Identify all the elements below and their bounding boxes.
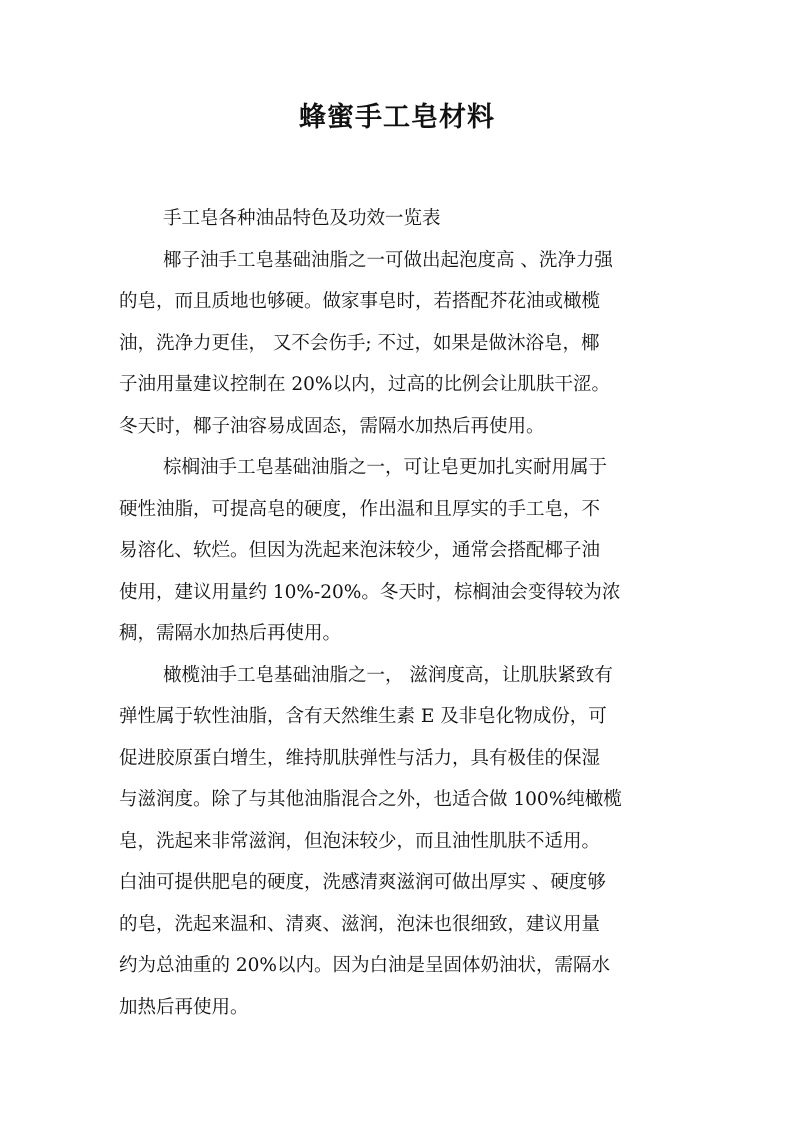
- text-line: 易溶化、软烂。但因为洗起来泡沫较少，通常会搭配椰子油: [119, 540, 601, 561]
- text-line: 皂，洗起来非常滋润，但泡沫较少，而且油性肌肤不适用。: [119, 830, 601, 852]
- text-line: 促进胶原蛋白增生，维持肌肤弹性与活力，具有极佳的保湿: [119, 747, 601, 769]
- text-line: 的皂，而且质地也够硬。做家事皂时，若搭配芥花油或橄榄: [119, 291, 601, 312]
- text-line: 弹性属于软性油脂，含有天然维生素 E 及非皂化物成份，可: [119, 706, 607, 727]
- text-line: 橄榄油手工皂基础油脂之一， 滋润度高，让肌肤紧致有: [163, 664, 613, 686]
- text-line: 白油可提供肥皂的硬度，洗感清爽滋润可做出厚实 、硬度够: [119, 872, 606, 893]
- page-title: 蜂蜜手工皂材料: [299, 102, 495, 133]
- text-line: 约为总油重的 20%以内。因为白油是呈固体奶油状，需隔水: [119, 955, 611, 976]
- document-body: [119, 198, 679, 1028]
- text-line: 的皂，洗起来温和、清爽、滋润，泡沫也很细致，建议用量: [119, 913, 601, 935]
- text-line: 手工皂各种油品特色及功效一览表: [163, 208, 441, 229]
- text-line: 油，洗净力更佳， 又不会伤手; 不过，如果是做沐浴皂，椰: [119, 332, 600, 354]
- text-line: 子油用量建议控制在 20%以内，过高的比例会让肌肤干涩。: [119, 374, 611, 395]
- text-line: 棕榈油手工皂基础油脂之一，可让皂更加扎实耐用属于: [163, 457, 608, 478]
- text-line: 与滋润度。除了与其他油脂混合之外，也适合做 100%纯橄榄: [119, 789, 622, 810]
- text-line: 使用，建议用量约 10%-20%。冬天时，棕榈油会变得较为浓: [119, 581, 621, 603]
- text-line: 冬天时，椰子油容易成固态，需隔水加热后再使用。: [119, 415, 545, 437]
- text-line: 稠，需隔水加热后再使用。: [119, 623, 342, 644]
- text-line: 加热后再使用。: [119, 996, 249, 1018]
- text-line: 硬性油脂，可提高皂的硬度，作出温和且厚实的手工皂，不: [119, 498, 601, 520]
- text-line: 椰子油手工皂基础油脂之一可做出起泡度高 、洗净力强: [163, 249, 613, 271]
